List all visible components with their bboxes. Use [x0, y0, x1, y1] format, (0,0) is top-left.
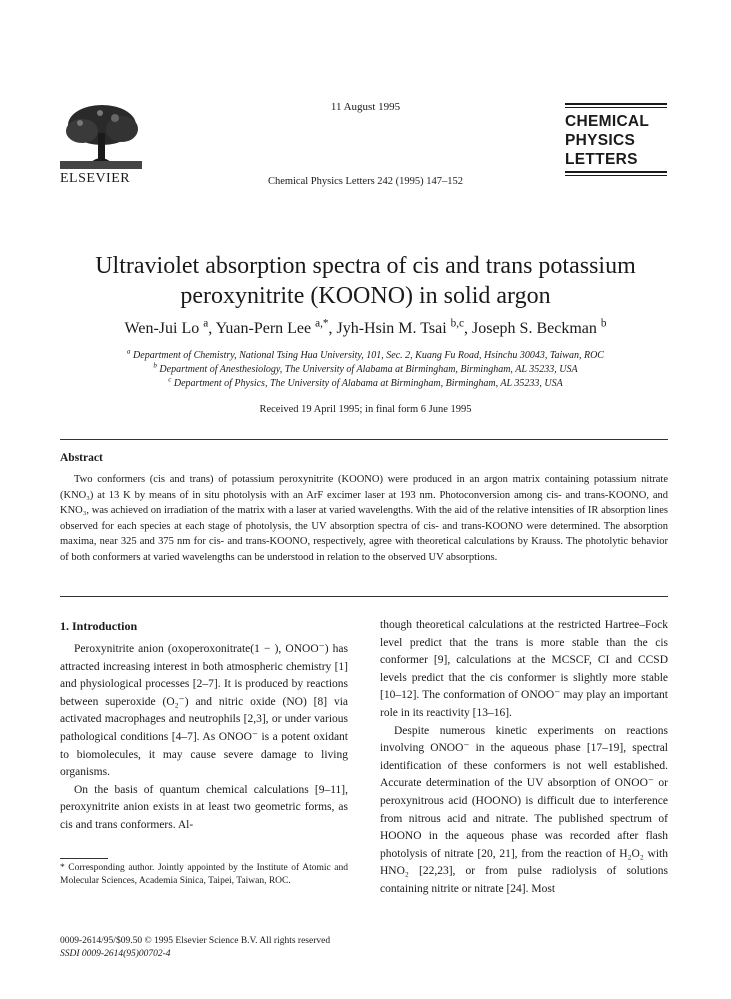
author-affiliation-mark: b	[600, 317, 607, 330]
body-paragraph: Peroxynitrite anion (oxoperoxonitrate(1 − ), ONOO⁻) has attracted increasing interest in both atmospheric chemistry [1] and physiological processes [2–7]. It is produced by reactions between superoxide (O₂⁻) and nitric oxide (NO) [8] via activated macrophages and neutrophils [2,3], or under various pathological conditions [4–7]. As ONOO⁻ is a potent oxidant to biomolecules, it may cause severe damage to living organisms.	[60, 643, 348, 779]
body-column-right	[380, 617, 668, 899]
author-name: Joseph S. Beckman	[472, 320, 597, 337]
ssdi-line: SSDI 0009-2614(95)00702-4	[60, 949, 171, 959]
body-paragraph: On the basis of quantum chemical calculations [9–11], peroxynitrite anion exists in at least two geometric forms, as cis and trans conformers. Al-	[60, 783, 348, 831]
affiliation-mark: c	[168, 375, 172, 384]
abstract-text: Two conformers (cis and trans) of potassium peroxynitrite (KOONO) were produced in an argon matrix containing potassium nitrate (KNO₃) at 13 K by means of in situ photolysis with an ArF excimer laser at 193 nm. Photoconversion among cis- and trans-KOONO, and KNO₃, was achieved on irradiation of the matrix with a laser at varied wavelengths. With the aid of the relative intensities of IR absorption lines observed for each species at each stage of photolysis, the UV absorption spectra of cis- and trans-KOONO were determined. The absorption maxima, near 325 and 375 nm for cis- and trans-KOONO, respectively, agree with theoretical calculations by Krauss. The photolytic behavior of both conformers at varied wavelengths can be understood in relation to the observed UV absorptions.	[60, 474, 668, 563]
journal-rule-bottom	[565, 171, 667, 173]
journal-name-line: LETTERS	[565, 151, 638, 168]
author-affiliation-mark: b,c	[450, 317, 464, 330]
issue-date: 11 August 1995	[330, 101, 401, 113]
footnote-rule	[60, 858, 108, 859]
publisher-name: ELSEVIER	[60, 171, 131, 186]
body-paragraph: though theoretical calculations at the restricted Hartree–Fock level predict that the trans is more stable than the cis conformer [9], calculations at the MCSCF, CI and CCSD levels predict that the cis conformer is slightly more stable [10–12]. The conformation of ONOO⁻ may play an important role in its reactivity [13–16].	[380, 619, 668, 719]
journal-rule-top	[565, 103, 667, 105]
affiliation	[0, 375, 731, 389]
journal-citation: Chemical Physics Letters 242 (1995) 147–152	[267, 176, 464, 187]
affiliation	[0, 361, 731, 375]
journal-name-line: CHEMICAL	[565, 113, 650, 130]
journal-rule-top-2	[565, 107, 667, 108]
divider	[60, 439, 668, 440]
journal-rule-bottom-2	[565, 175, 667, 176]
journal-name-line: PHYSICS	[565, 132, 636, 149]
author-list: Wen-Jui Lo $^a$, Yuan-Pern Lee $^{a,*}$, Jyh-Hsin M. Tsai $^{b,c}$, Joseph S. Beckman $^b$	[124, 317, 607, 337]
affiliation-text: Department of Physics, The University of Alabama at Birmingham, Birmingham, AL 35233, USA	[173, 378, 563, 389]
body-paragraph: Despite numerous kinetic experiments on reactions involving ONOO⁻ in the aqueous phase [17–19], spectral identification of these conformers is not well established. Accurate determination of the UV absorption of ONOO⁻ or peroxynitrous acid (HOONO) is difficult due to interference from nitrous acid and nitrate. The published spectrum of HOONO in the aqueous phase was recorded after flash photolysis of nitrate [20, 21], from the reaction of H₂O₂ with HNO₂ [22,23], or from pulse radiolysis of solutions containing nitrite or nitrate [24]. Most	[380, 724, 668, 895]
affiliation-text: Department of Anesthesiology, The University of Alabama at Birmingham, Birmingham, AL 35233, USA	[159, 364, 578, 375]
journal-name-block	[565, 103, 667, 178]
article-title	[0, 251, 731, 311]
affiliation-mark: b	[153, 361, 157, 370]
title-line: Ultraviolet absorption spectra of cis and trans potassium	[95, 253, 636, 279]
affiliation-mark: a	[127, 347, 131, 356]
title-line: peroxynitrite (KOONO) in solid argon	[180, 283, 551, 309]
affiliation-text: Department of Chemistry, National Tsing Hua University, 101, Sec. 2, Kuang Fu Road, Hsinchu 30043, Taiwan, ROC	[133, 350, 604, 361]
footnote: * Corresponding author. Jointly appointed by the Institute of Atomic and Molecular Sciences, Academia Sinica, Taipei, Taiwan, ROC.	[60, 863, 348, 886]
author-name: Yuan-Pern Lee	[215, 320, 312, 337]
affiliation	[0, 347, 731, 361]
author-name: Wen-Jui Lo	[124, 320, 200, 337]
section-heading: 1. Introduction	[60, 619, 138, 633]
received-dates: Received 19 April 1995; in final form 6 June 1995	[259, 404, 472, 415]
abstract-heading: Abstract	[60, 452, 103, 464]
author-name: Jyh-Hsin M. Tsai	[336, 320, 447, 337]
copyright-line: 0009-2614/95/$09.50 © 1995 Elsevier Science B.V. All rights reserved	[60, 936, 331, 946]
author-affiliation-mark: a	[203, 317, 209, 330]
body-column-left	[60, 641, 348, 835]
divider	[60, 596, 668, 597]
author-affiliation-mark: a,*	[315, 317, 329, 330]
